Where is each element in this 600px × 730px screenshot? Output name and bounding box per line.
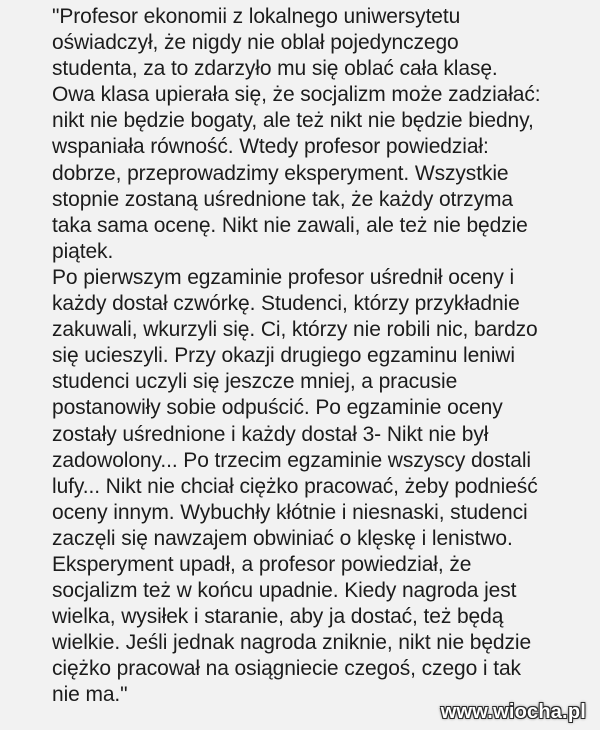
text-line: zadowolony... Po trzecim egzaminie wszyscy dostali: [52, 448, 531, 472]
text-line: zakuwali, wkurzyli się. Ci, którzy nie robili nic, bardzo: [52, 318, 538, 342]
text-line: piątek.: [52, 239, 114, 263]
text-line: się ucieszyli. Przy okazji drugiego egzaminu leniwi: [52, 344, 515, 368]
text-line: Owa klasa upierała się, że socjalizm może zadziałać:: [52, 83, 541, 107]
text-line: studenta, za to zdarzyło mu się oblać cała klasę.: [52, 57, 498, 81]
text-line: stopnie zostaną uśrednione tak, że każdy otrzyma: [52, 187, 513, 211]
text-line: studenci uczyli się jeszcze mniej, a pracusie: [52, 370, 458, 394]
text-line: oświadczył, że nigdy nie oblał pojedynczego: [52, 31, 459, 55]
text-line: nikt nie będzie bogaty, ale też nikt nie będzie biedny,: [52, 109, 534, 133]
post-text: [52, 4, 592, 709]
text-line: dobrze, przeprowadzimy eksperyment. Wszystkie: [52, 161, 509, 185]
watermark: www.wiocha.pl: [440, 701, 586, 723]
text-line: Eksperyment upadł, a profesor powiedział, że: [52, 552, 472, 576]
text-line: wspaniała równość. Wtedy profesor powiedział:: [52, 135, 489, 159]
text-line: lufy... Nikt nie chciał ciężko pracować, żeby podnieść: [52, 474, 538, 498]
text-line: Po pierwszym egzaminie profesor uśrednił oceny i: [52, 265, 515, 289]
text-line: zostały uśrednione i każdy dostał 3- Nikt nie był: [52, 422, 489, 446]
text-line: nie ma.": [52, 683, 128, 707]
text-line: zaczęli się nawzajem obwiniać o klęskę i lenistwo.: [52, 526, 513, 550]
text-line: wielkie. Jeśli jednak nagroda zniknie, nikt nie będzie: [52, 631, 532, 655]
text-line: taka sama ocenę. Nikt nie zawali, ale też nie będzie: [52, 213, 528, 237]
text-line: "Profesor ekonomii z lokalnego uniwersytetu: [52, 5, 461, 28]
text-line: ciężko pracował na osiągniecie czegoś, czego i tak: [52, 657, 521, 681]
text-line: postanowiły sobie odpuścić. Po egzaminie oceny: [52, 396, 503, 420]
text-line: każdy dostał czwórkę. Studenci, którzy przykładnie: [52, 292, 520, 316]
text-line: wielka, wysiłek i staranie, aby ja dostać, też będą: [52, 605, 504, 629]
text-line: socjalizm też w końcu upadnie. Kiedy nagroda jest: [52, 579, 517, 603]
text-line: oceny innym. Wybuchły kłótnie i niesnaski, studenci: [52, 500, 528, 524]
